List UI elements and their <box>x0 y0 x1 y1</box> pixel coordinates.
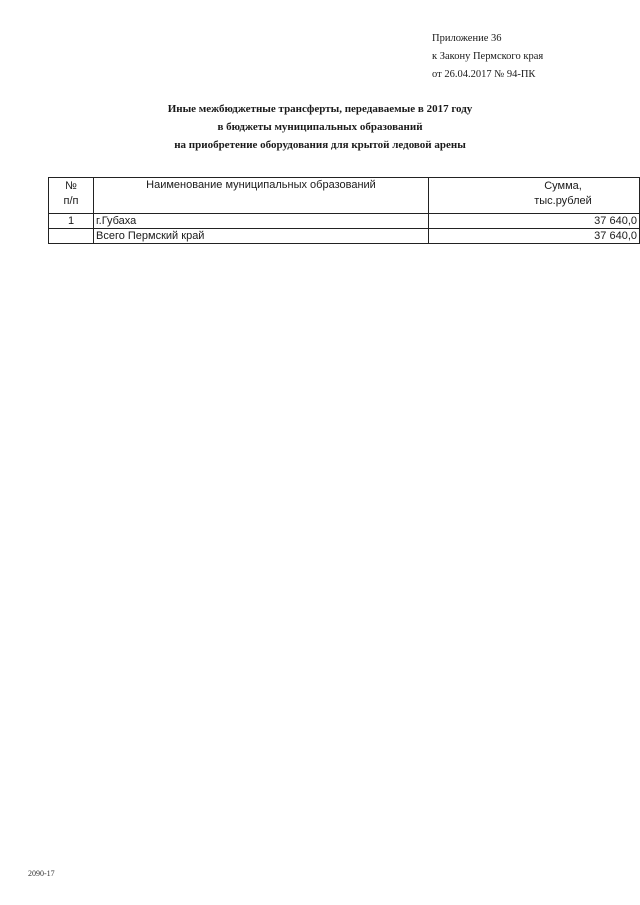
title-line-1: Иные межбюджетные трансферты, передаваемые в 2017 году <box>167 103 473 115</box>
annex-number: Приложение 36 <box>432 33 502 44</box>
total-label: Всего Пермский край <box>94 229 429 244</box>
header-number <box>49 178 94 214</box>
title-line-3: на приобретение оборудования для крытой ледовой арены <box>174 139 466 151</box>
row-municipality: г.Губаха <box>94 214 429 229</box>
title-line-2: в бюджеты муниципальных образований <box>217 121 423 133</box>
annex-reference <box>432 30 543 84</box>
document-code: 2090-17 <box>28 869 55 878</box>
annex-law: к Закону Пермского края <box>432 51 544 62</box>
table-header-row <box>49 178 640 214</box>
annex-date: от 26.04.2017 № 94-ПК <box>432 69 536 80</box>
total-sum: 37 640,0 <box>429 229 640 244</box>
header-sum <box>429 178 640 214</box>
header-sum-line-2: тыс.рублей <box>534 195 592 207</box>
total-number <box>49 229 94 244</box>
table-row <box>49 214 640 229</box>
header-name: Наименование муниципальных образований <box>94 178 429 214</box>
header-number-line-2: п/п <box>63 195 79 207</box>
table-total-row <box>49 229 640 244</box>
header-sum-line-1: Сумма, <box>544 180 582 192</box>
transfers-table <box>48 177 640 244</box>
document-title <box>60 100 580 154</box>
row-sum: 37 640,0 <box>429 214 640 229</box>
row-number: 1 <box>49 214 94 229</box>
header-number-line-1: № <box>65 180 77 192</box>
